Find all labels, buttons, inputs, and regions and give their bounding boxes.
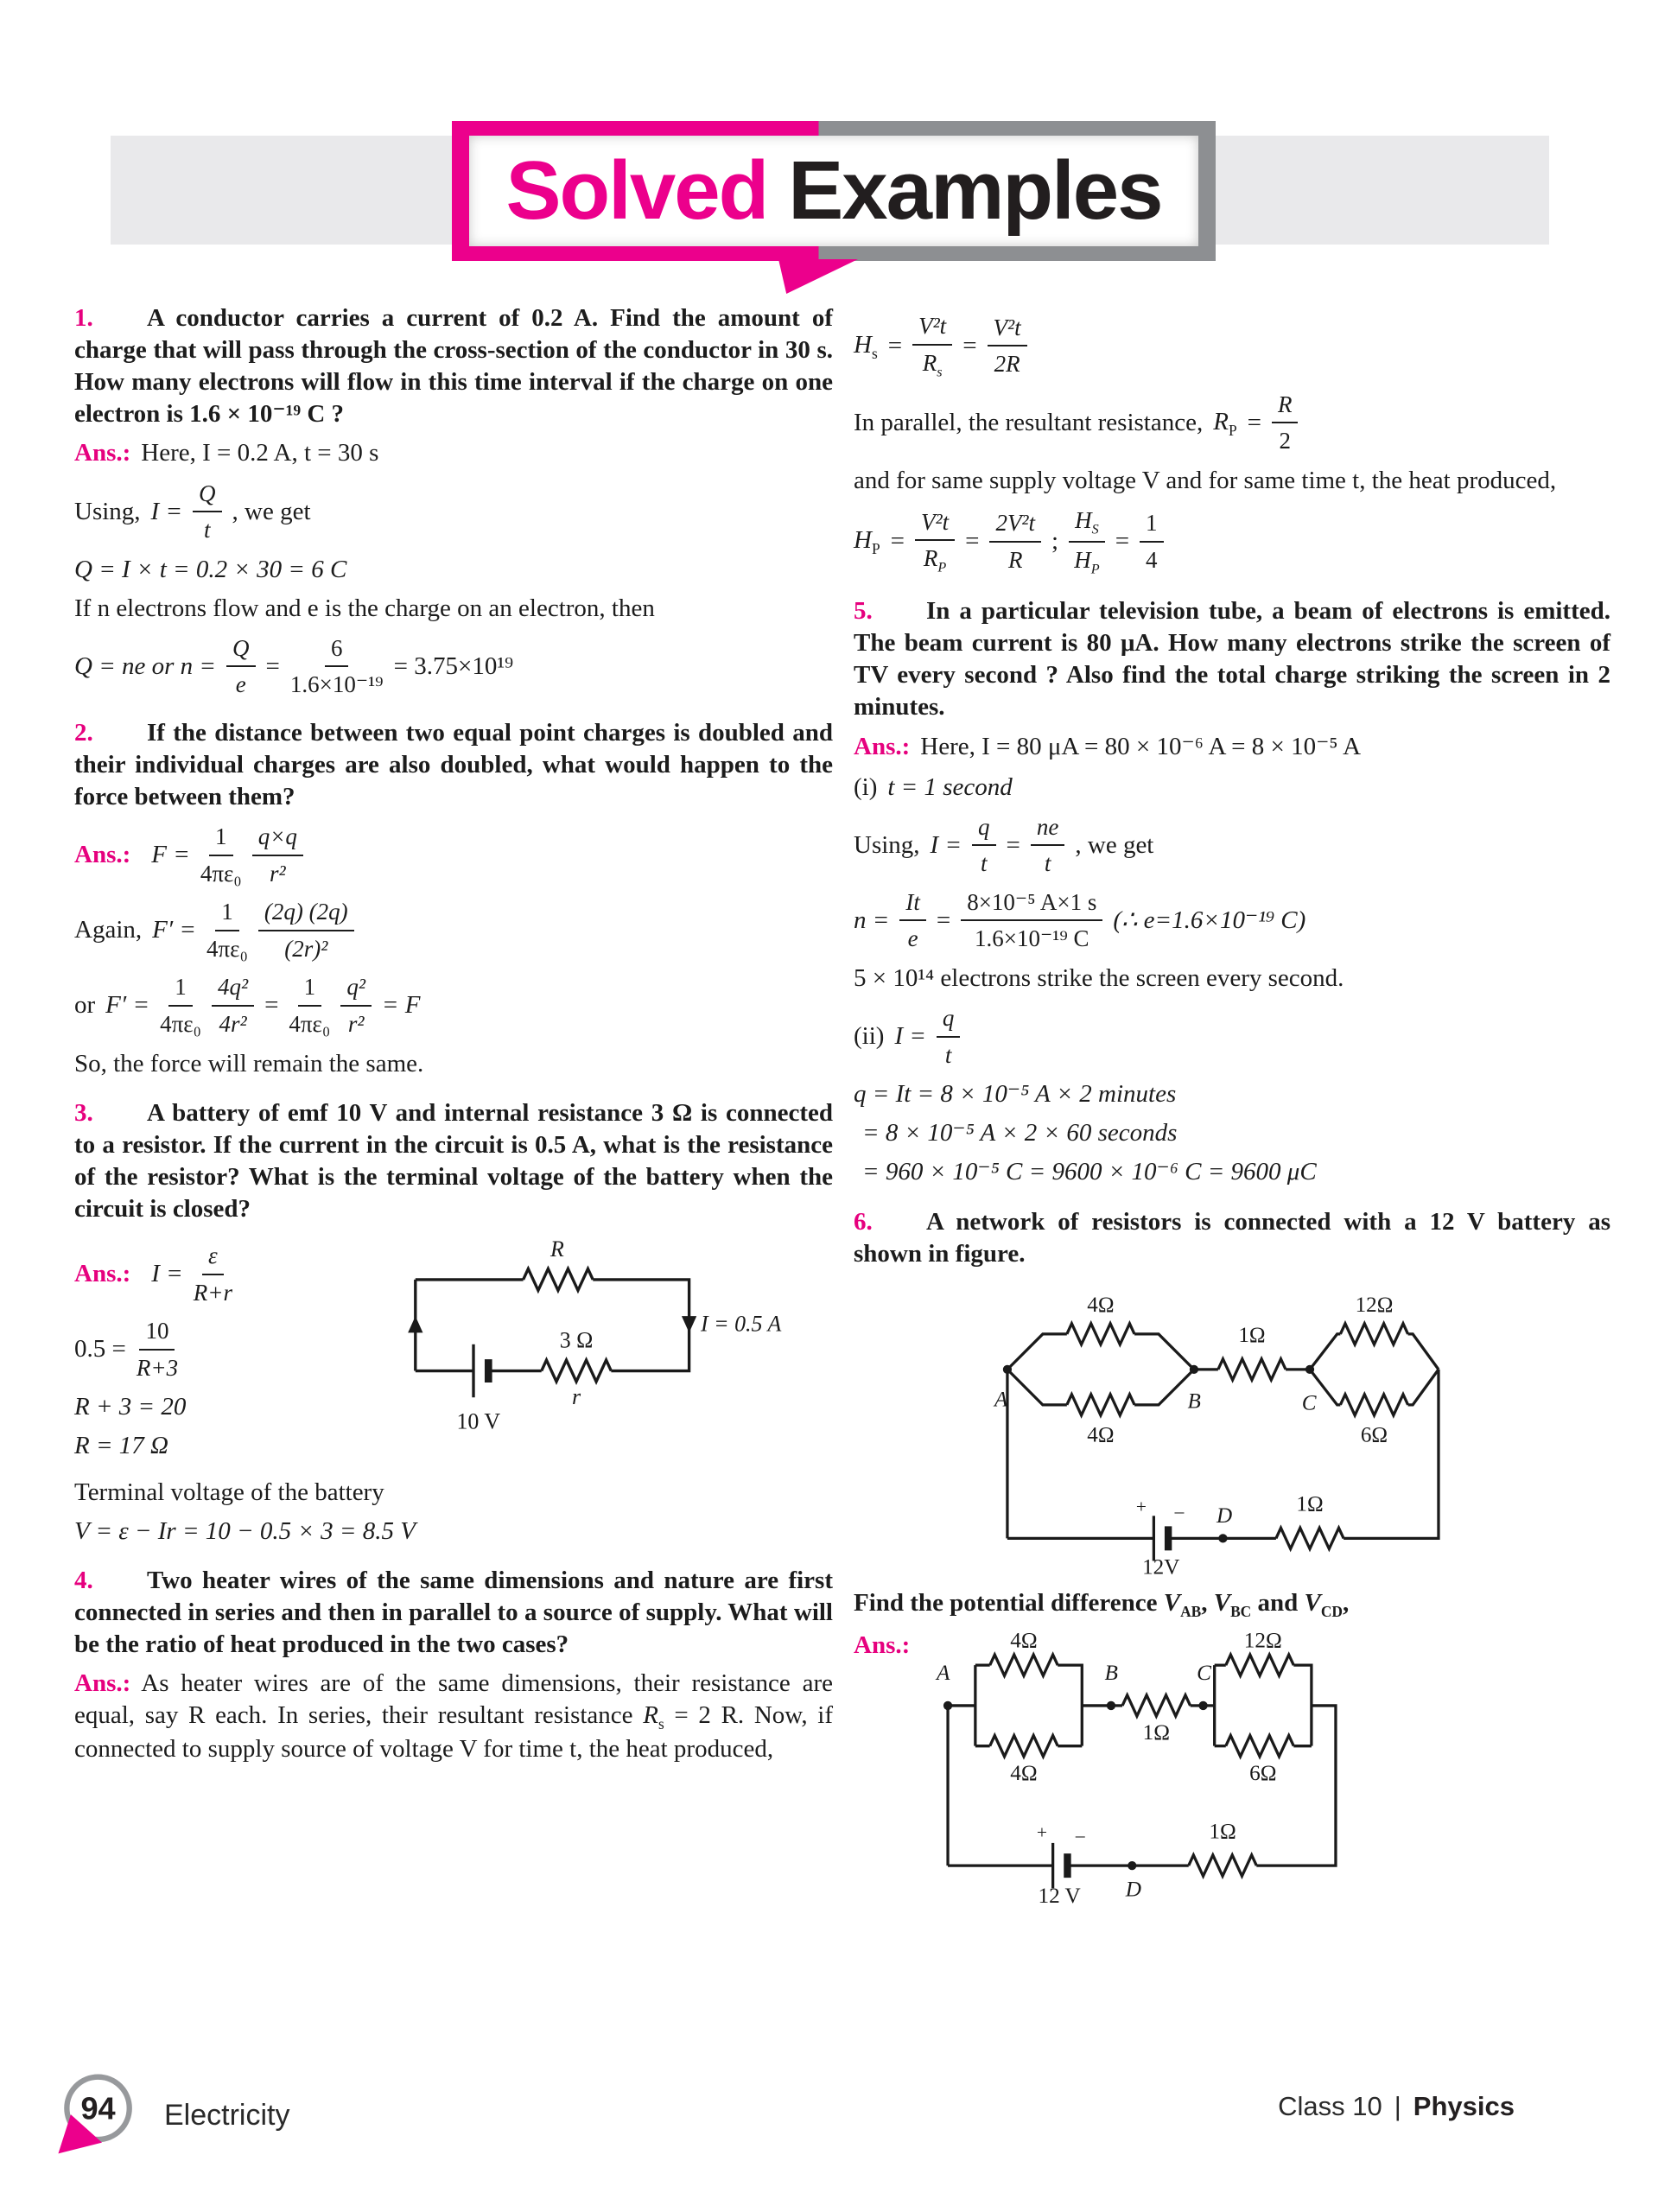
left-column (74, 302, 833, 1772)
resistance-3ohm-label: 3 Ω (559, 1327, 594, 1353)
current-arrow-down (682, 1316, 696, 1332)
p5-strike-line: 5 × 10¹⁴ electrons strike the screen every second. (854, 963, 1344, 992)
question-text: A network of resistors is connected with a 12 V battery as shown in figure. (854, 1207, 1610, 1268)
eq-lhs: Q = ne or n = (74, 652, 216, 680)
eq-lhs: F′ = (105, 991, 150, 1020)
problem-4-question (74, 1565, 833, 1661)
fraction: $\frac{\varepsilon}{R+r}$ (193, 1243, 232, 1306)
equals-sign: = (965, 527, 980, 556)
hs-equation (854, 311, 1610, 381)
fraction: $\frac{q\times q}{\text{r²}}$ (252, 822, 303, 888)
question-number: 4. (74, 1566, 93, 1594)
p3-answer-block (74, 1232, 833, 1469)
node-D-label: D (1217, 1503, 1233, 1528)
item-marker: (i) (854, 772, 878, 801)
subject-label: Physics (1413, 2091, 1515, 2121)
resistor-6ohm-bottom (1226, 1735, 1294, 1756)
resistor-1ohm-bottom (1189, 1855, 1257, 1876)
page-title-examples: Examples (788, 144, 1162, 237)
problem-5-question (854, 595, 1610, 723)
fraction: $\frac{1}{4}$ (1140, 508, 1164, 575)
equals-sign: = (1247, 408, 1261, 436)
resistor-1ohm-bottom-label: 1Ω (1209, 1819, 1236, 1844)
fraction: $\frac{6}{\text{1.6×10⁻¹⁹}}$ (289, 634, 384, 698)
answer-label: Ans.: (74, 1669, 131, 1698)
fraction: $\frac{10}{R+3}$ (136, 1318, 179, 1381)
resistor-4ohm-top-label: 4Ω (1087, 1293, 1115, 1317)
fraction: $\frac{\text{8×10⁻⁵ A×1 s}}{\text{1.6×10⁻¹⁹ C}}$ (961, 887, 1102, 954)
line-text: In parallel, the resultant resistance, (854, 408, 1204, 436)
answer-label: Ans.: (74, 841, 131, 869)
eq-result: = F (381, 991, 421, 1020)
circuit-diagram-resistor-network-answer (924, 1630, 1360, 1904)
resistor-1ohm-bottom-label: 1Ω (1296, 1492, 1324, 1516)
problem-6-question (854, 1206, 1610, 1270)
p1-given (74, 437, 833, 469)
p3-line-r17: R = 17 Ω (74, 1432, 169, 1460)
voltage-AB: V (1163, 1588, 1181, 1617)
battery-minus-label: – (1076, 1824, 1085, 1846)
p6-find-line: Find the potential difference $V_{AB}$, $V_{BC}$ and $V_{CD}$, (854, 1588, 1350, 1620)
eq-result: = 3.75×10¹⁹ (393, 652, 514, 680)
answer-label: Ans.: (854, 1630, 911, 1659)
footer-left (54, 2067, 289, 2164)
p6-question-figure (983, 1282, 1610, 1582)
resistance-symbol: R (643, 1701, 658, 1730)
equals-sign: = (887, 331, 903, 359)
resistor-12ohm-label: 12Ω (1355, 1293, 1394, 1317)
resistor-1ohm-middle (1122, 1695, 1191, 1716)
eq-prefix: Using, (854, 830, 920, 859)
resistor-4ohm-bottom (990, 1735, 1058, 1756)
page-title-solved: Solved (505, 144, 768, 237)
wire (1294, 1665, 1312, 1746)
title-box (452, 121, 1216, 261)
fraction: $\frac{R}{2}$ (1272, 390, 1299, 456)
battery-plus-label: + (1135, 1496, 1147, 1517)
fraction: $\frac{H_S}{H_P}$ (1069, 505, 1105, 578)
question-number: 6. (854, 1207, 873, 1236)
page-number: 94 (80, 2090, 116, 2126)
eq-lhs: n = (854, 906, 890, 934)
p1-using-equation (74, 479, 833, 545)
page-number-badge (54, 2067, 143, 2164)
resistor-6ohm-label: 6Ω (1249, 1760, 1277, 1785)
p5-item-ii (854, 1003, 1610, 1070)
item-marker: (ii) (854, 1022, 885, 1051)
fraction: $\frac{\text{2V²t}}{R}$ (989, 508, 1041, 575)
p3-voltage-line: V = ε − Ir = 10 − 0.5 × 3 = 8.5 V (74, 1516, 416, 1545)
wire (593, 1280, 689, 1371)
resistor-12ohm-label: 12Ω (1244, 1629, 1283, 1653)
eq-suffix: , we get (1075, 830, 1154, 859)
node-A-label: A (937, 1660, 950, 1685)
wire (1257, 1706, 1337, 1866)
resistor-6ohm-bottom (1340, 1394, 1407, 1414)
resistor-4ohm-bottom-label: 4Ω (1010, 1760, 1038, 1785)
fraction: $\frac{\text{V²t}}{R_s}$ (912, 311, 952, 381)
p1-electrons-line: If n electrons flow and e is the charge on an electron, then (74, 594, 655, 622)
p3-answer-formulas (74, 1232, 385, 1469)
fraction: $\frac{\text{V²t}}{R_P}$ (915, 507, 955, 577)
battery-voltage-label: 12 V (1038, 1883, 1082, 1904)
node-A-label: A (994, 1388, 1008, 1412)
node-D-label: D (1126, 1877, 1142, 1902)
p5-using-equation (854, 812, 1610, 879)
node-C-label: C (1197, 1660, 1212, 1685)
wire (1344, 1370, 1439, 1539)
supply-voltage-line: and for same supply voltage V and for same time t, the heat produced, (854, 466, 1557, 494)
question-number: 1. (74, 304, 93, 332)
title-inner (469, 136, 1198, 246)
eq-prefix: or (74, 991, 96, 1020)
eq-lhs: F′ = (152, 916, 197, 944)
fraction: $\frac{It}{e}$ (899, 887, 926, 954)
eq-prefix: Using, (74, 497, 141, 525)
p5-q-line3: = 960 × 10⁻⁵ C = 9600 × 10⁻⁶ C = 9600 μC (862, 1158, 1317, 1186)
fraction: $\frac{(2q) (2q)}{\text{(2r)²}}$ (258, 897, 354, 963)
eq-prefix: Again, (74, 916, 143, 944)
resistor-12ohm-top (1226, 1655, 1294, 1675)
p1-ne-equation (74, 633, 833, 700)
fraction: $\frac{1}{\text{4πε₀}}$ (289, 974, 331, 1038)
item-text: t = 1 second (887, 772, 1013, 801)
right-column (854, 302, 1610, 1904)
fraction: $\frac{ne}{t}$ (1031, 812, 1064, 879)
wire (1408, 1370, 1439, 1405)
fraction: $\frac{Q}{t}$ (193, 479, 222, 545)
p3-05-equation (74, 1316, 385, 1382)
question-number: 2. (74, 718, 93, 747)
fraction: $\frac{q}{t}$ (937, 1003, 961, 1070)
problem-1-question (74, 302, 833, 430)
wire (1408, 1334, 1439, 1370)
p3-terminal-line: Terminal voltage of the battery (74, 1478, 384, 1506)
resistor-1ohm-bottom (1276, 1528, 1344, 1548)
wire (1134, 1370, 1194, 1405)
equals-sign: = (890, 527, 905, 556)
p2-or-equation (74, 972, 833, 1039)
question-number: 5. (854, 597, 873, 626)
fraction: $\frac{\text{q²}}{\text{r²}}$ (340, 972, 372, 1039)
eq-suffix: , we get (232, 497, 311, 525)
p2-force-equation (74, 822, 833, 888)
resistor-1ohm-middle-label: 1Ω (1142, 1719, 1171, 1745)
node-D (1218, 1534, 1227, 1542)
node-B-label: B (1104, 1660, 1119, 1685)
answer-label: Ans.: (74, 439, 131, 467)
wire (1007, 1370, 1067, 1405)
equals-sign: = (264, 991, 279, 1020)
circuit-diagram-battery-resistor (391, 1232, 805, 1448)
p3-current-equation (74, 1241, 385, 1307)
resistor-1ohm-middle (1218, 1358, 1286, 1379)
resistor-6ohm-label: 6Ω (1360, 1423, 1388, 1447)
voltage-CD: V (1304, 1588, 1321, 1617)
problem-3-question (74, 1097, 833, 1225)
title-tail-decoration (778, 259, 858, 294)
p6-answer-figure (854, 1630, 1610, 1904)
current-label: I = 0.5 A (701, 1311, 782, 1337)
eq-lhs: I = (894, 1022, 926, 1051)
equals-sign: = (1006, 830, 1020, 859)
chapter-title: Electricity (164, 2098, 290, 2132)
fraction: $\frac{1}{\text{4πε₀}}$ (206, 899, 248, 962)
circuit-diagram-resistor-network-question (983, 1282, 1450, 1582)
resistor-4ohm-bottom-label: 4Ω (1087, 1423, 1115, 1447)
resistor-4ohm-bottom (1067, 1394, 1134, 1414)
battery-voltage-label: 12V (1142, 1555, 1180, 1580)
resistor-4ohm-top (990, 1655, 1058, 1675)
question-text: In a particular television tube, a beam of electrons is emitted. The beam current is 80 μA. How many electrons strike the screen of TV every second ? Also find the total charge striking the screen in 2 minutes. (854, 597, 1610, 721)
wire (1134, 1334, 1194, 1370)
p5-q-line2: = 8 × 10⁻⁵ A × 2 × 60 seconds (862, 1119, 1178, 1147)
question-text: Two heater wires of the same dimensions and nature are first connected in series and then in parallel to a source of supply. What will be the ratio of heat produced in the two cases? (74, 1566, 833, 1658)
p2-again-equation (74, 897, 833, 963)
footer-separator: | (1394, 2091, 1401, 2121)
p4-answer: Ans.: As heater wires are of the same dimensions, their resistance are equal, say R each. In series, their resultant resistance $R_s = 2$ R. Now, if connected to supply source of voltage V for time t, the heat produced, (74, 1669, 833, 1764)
resistor-r-internal (542, 1360, 612, 1382)
p5-n-equation (854, 887, 1610, 954)
fraction: $\frac{\text{4q²}}{\text{4r²}}$ (212, 972, 254, 1039)
resistor-12ohm-top (1340, 1324, 1407, 1344)
eq-lhs: I = (151, 1260, 183, 1288)
resistor-R-label: R (550, 1236, 564, 1262)
parallel-resistance-line (854, 390, 1610, 456)
node-B-label: B (1187, 1389, 1201, 1414)
resistor-r-label: r (571, 1384, 581, 1410)
question-text: A conductor carries a current of 0.2 A. Find the amount of charge that will pass through the cross-section of the conductor in 30 s. How many electrons will flow in this time interval if the charge on one electron is 1.6 × 10⁻¹⁹ C ? (74, 304, 833, 429)
node-D (1128, 1861, 1136, 1870)
battery-minus-label: – (1174, 1500, 1185, 1522)
question-text: If the distance between two equal point charges is doubled and their individual charges are also doubled, what would happen to the force between them? (74, 718, 833, 811)
wire (1058, 1665, 1083, 1746)
resistor-R (524, 1269, 594, 1291)
eq-lhs: $H_P$ (854, 526, 880, 558)
eq-lhs: $H_s$ (854, 330, 878, 362)
voltage-BC: V (1213, 1588, 1231, 1617)
p5-given: Ans.: Here, I = 80 μA = 80 × 10⁻⁶ A = 8 × 10⁻⁵ A (854, 732, 1362, 760)
problem-2-question (74, 717, 833, 813)
p5-q-line1: q = It = 8 × 10⁻⁵ A × 2 minutes (854, 1080, 1177, 1109)
p3-line-r3: R + 3 = 20 (74, 1393, 187, 1421)
wire (1007, 1334, 1067, 1370)
p5-item-i (854, 772, 1610, 804)
footer-right (1278, 2091, 1515, 2122)
hp-equation (854, 505, 1610, 578)
resistor-1ohm-middle-label: 1Ω (1238, 1323, 1266, 1347)
resistor-4ohm-top (1067, 1324, 1134, 1344)
current-arrow-up (408, 1316, 422, 1332)
fraction: $\frac{\text{V²t}}{2R}$ (988, 313, 1027, 379)
fraction: $\frac{Q}{e}$ (226, 633, 256, 700)
course-label: Class 10 (1278, 2091, 1382, 2121)
semicolon: ; (1051, 527, 1059, 556)
eq-lhs: I = (930, 830, 962, 859)
p2-conclusion: So, the force will remain the same. (74, 1049, 424, 1077)
equals-sign: = (265, 652, 280, 680)
eq-lhs: F = (151, 841, 190, 869)
equals-sign: = (962, 331, 977, 359)
given-values: Here, I = 0.2 A, t = 30 s (141, 439, 379, 467)
equals-sign: = (1115, 527, 1130, 556)
fraction: $\frac{1}{\text{4πε₀}}$ (160, 974, 201, 1038)
p1-charge-line: Q = I × t = 0.2 × 30 = 6 C (74, 555, 347, 583)
fraction: $\frac{1}{\text{4πε₀}}$ (200, 823, 242, 887)
answer-label: Ans.: (854, 732, 911, 760)
wire (1310, 1334, 1340, 1370)
battery-voltage-label: 10 V (456, 1408, 501, 1434)
question-text: A battery of emf 10 V and internal resistance 3 Ω is connected to a resistor. If the current in the circuit is 0.5 A, what is the resistance of the resistor? What is the terminal voltage of the battery when the circuit is closed? (74, 1098, 833, 1223)
question-number: 3. (74, 1098, 93, 1127)
answer-label: Ans.: (74, 1260, 131, 1288)
eq-note: (∴ e=1.6×10⁻¹⁹ C) (1113, 906, 1306, 934)
equals-sign: = (936, 906, 951, 934)
eq-lhs: 0.5 = (74, 1335, 126, 1363)
resistor-4ohm-top-label: 4Ω (1010, 1629, 1038, 1653)
eq-lhs: $R_P$ (1213, 407, 1237, 439)
eq-lhs: I = (150, 497, 183, 525)
battery-plus-label: + (1037, 1821, 1048, 1843)
node-C-label: C (1301, 1391, 1317, 1415)
fraction: $\frac{q}{t}$ (972, 812, 996, 879)
